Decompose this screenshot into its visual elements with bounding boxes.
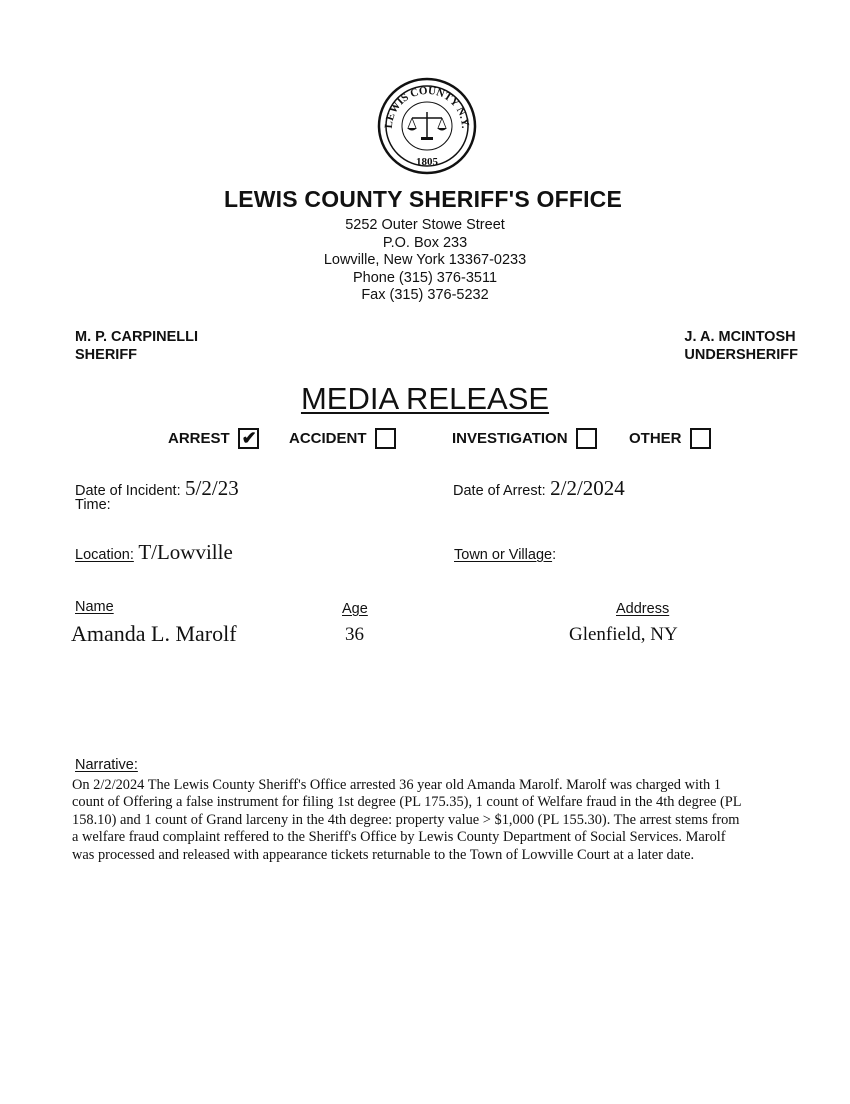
arrest-date-value: 2/2/2024 [550, 476, 625, 500]
narrative-line: count of Offering a false instrument for filing 1st degree (PL 175.35), 1 count of Welfare fraud in the 4th degree (PL [72, 794, 742, 811]
category-arrest [168, 428, 259, 449]
incident-date-value: 5/2/23 [185, 476, 239, 500]
sheriff-block [75, 329, 198, 364]
location-value: T/Lowville [138, 540, 233, 564]
letterhead [0, 186, 850, 305]
category-label: OTHER [629, 430, 682, 447]
arrest-date-field [453, 476, 625, 501]
arrest-checkbox [238, 428, 259, 449]
incident-date-label: Date of Incident: [75, 483, 181, 499]
accident-checkbox [375, 428, 396, 449]
name-header: Name [75, 599, 114, 615]
document-title: MEDIA RELEASE [300, 381, 550, 416]
location-field [75, 540, 233, 565]
check-mark-icon: ✔ [241, 428, 257, 448]
location-label: Location: [75, 547, 134, 563]
narrative-label: Narrative: [75, 757, 138, 773]
town-label: Town or Village [454, 547, 553, 563]
org-address [0, 217, 850, 305]
org-name: LEWIS COUNTY SHERIFF'S OFFICE [223, 186, 623, 212]
sheriff-name: M. P. CARPINELLI [75, 329, 198, 345]
county-seal-logo [376, 76, 478, 176]
svg-text:1805: 1805 [416, 156, 438, 168]
category-label: INVESTIGATION [452, 430, 568, 447]
category-label: ACCIDENT [289, 430, 367, 447]
address-line: Lowville, New York 13367-0233 [323, 252, 527, 268]
other-checkbox [690, 428, 711, 449]
address-line: P.O. Box 233 [382, 234, 468, 251]
undersheriff-block [684, 329, 798, 364]
town-field: Town or Village: [454, 547, 557, 563]
time-label: Time: [75, 497, 111, 513]
person-name: Amanda L. Marolf [71, 621, 237, 646]
investigation-checkbox [576, 428, 597, 449]
narrative-line: was processed and released with appearance tickets returnable to the Town of Lowville Court at a later date. [72, 846, 695, 863]
narrative-line: On 2/2/2024 The Lewis County Sheriff's Office arrested 36 year old Amanda Marolf. Marolf was charged with 1 [72, 777, 721, 793]
person-address: Glenfield, NY [569, 624, 678, 645]
category-label: ARREST [168, 430, 230, 447]
narrative-line: 158.10) and 1 count of Grand larceny in the 4th degree: property value > $1,000 (PL 155.30). The arrest stems from [72, 811, 740, 828]
svg-text:LEWIS COUNTY N.Y.: LEWIS COUNTY N.Y. [382, 84, 472, 129]
category-accident [289, 428, 396, 449]
narrative-text [72, 777, 812, 864]
narrative-line: a welfare fraud complaint reffered to the Sheriff's Office by Lewis County Department of Social Services. Marolf [72, 829, 726, 846]
category-investigation [452, 428, 597, 449]
fax-line: Fax (315) 376-5232 [361, 287, 489, 303]
category-other [629, 428, 711, 449]
arrest-date-label: Date of Arrest: [453, 483, 546, 499]
address-header: Address [616, 601, 670, 617]
sheriff-title: SHERIFF [75, 346, 138, 363]
undersheriff-name: J. A. MCINTOSH [684, 329, 796, 345]
undersheriff-title: UNDERSHERIFF [684, 346, 798, 363]
address-line: 5252 Outer Stowe Street [345, 217, 505, 233]
age-header: Age [342, 601, 368, 617]
phone-line: Phone (315) 376-3511 [352, 269, 498, 286]
person-age: 36 [345, 624, 364, 645]
